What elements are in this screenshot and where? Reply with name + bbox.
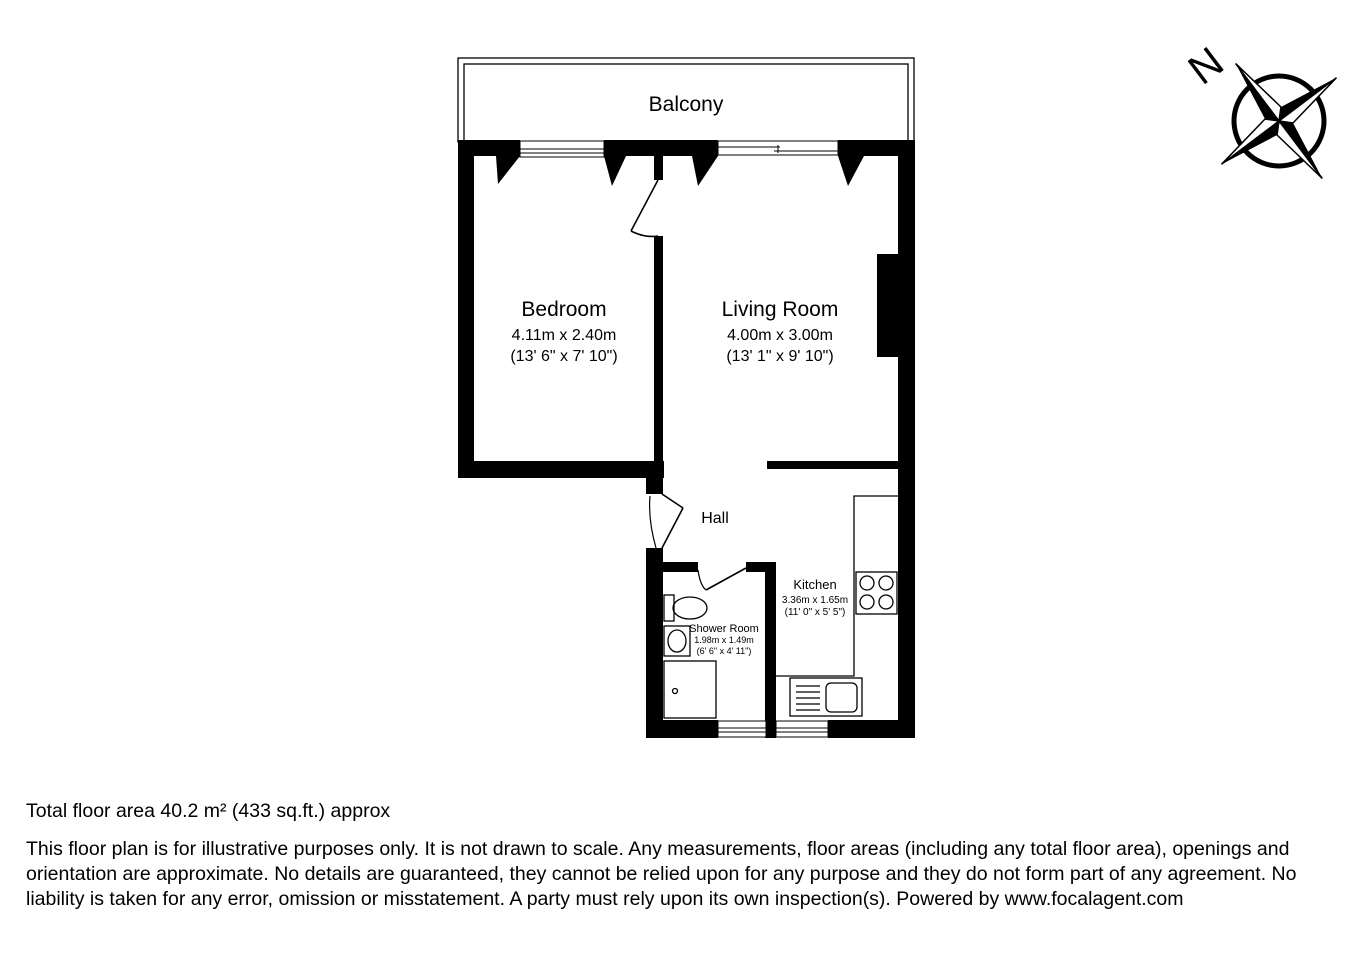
basin-icon: [664, 626, 690, 656]
shower-room-fixtures: [664, 595, 716, 718]
kitchen-imperial: (11' 0" x 5' 5"): [784, 607, 846, 618]
walls: [458, 140, 915, 738]
bedroom-metric: 4.11m x 2.40m: [511, 327, 617, 344]
total-floor-area: Total floor area 40.2 m² (433 sq.ft.) approx: [26, 800, 391, 822]
living-room-metric: 4.00m x 3.00m: [727, 327, 833, 344]
bedroom-name: Bedroom: [521, 298, 607, 321]
shower-room-window: [718, 721, 766, 737]
toilet-icon: [664, 595, 707, 621]
living-room-name: Living Room: [721, 298, 839, 321]
kitchen-name: Kitchen: [793, 577, 837, 592]
shower-room-imperial: (6' 6" x 4' 11"): [696, 646, 752, 656]
shower-room-door: [698, 568, 746, 590]
bedroom-door: [631, 180, 658, 236]
sink-icon: [790, 678, 862, 716]
disclaimer-text: This floor plan is for illustrative purposes only. It is not drawn to scale. Any measurements, floor areas (including any total floor area), openings and orientation are approximate. No details are guaranteed, they cannot be relied upon for any purpose and they do not form part of any agreement. No liability is taken for any error, omission or misstatement. A party must rely upon its own inspection(s). Powered by www.focalagent.com: [26, 838, 1297, 910]
north-letter: N: [1179, 37, 1232, 94]
living-room-imperial: (13' 1" x 9' 10"): [726, 348, 834, 365]
bedroom-imperial: (13' 6" x 7' 10"): [510, 348, 618, 365]
north-compass-icon: [1178, 20, 1372, 222]
kitchen-fixtures: [776, 496, 898, 716]
doors: [631, 180, 746, 590]
kitchen-window: [776, 721, 828, 737]
balcony-label: Balcony: [648, 93, 724, 116]
hob-icon: [856, 572, 897, 614]
kitchen-metric: 3.36m x 1.65m: [781, 595, 849, 606]
bedroom-window: [520, 141, 604, 157]
shower-room-metric: 1.98m x 1.49m: [694, 635, 754, 645]
living-room-sliding-door: [718, 141, 838, 155]
shower-room-name: Shower Room: [689, 623, 759, 635]
hall-door: [650, 494, 683, 548]
footer: [26, 799, 1356, 912]
shower-tray-icon: [664, 661, 716, 718]
hall-label: Hall: [701, 510, 729, 527]
windows: [520, 141, 838, 737]
